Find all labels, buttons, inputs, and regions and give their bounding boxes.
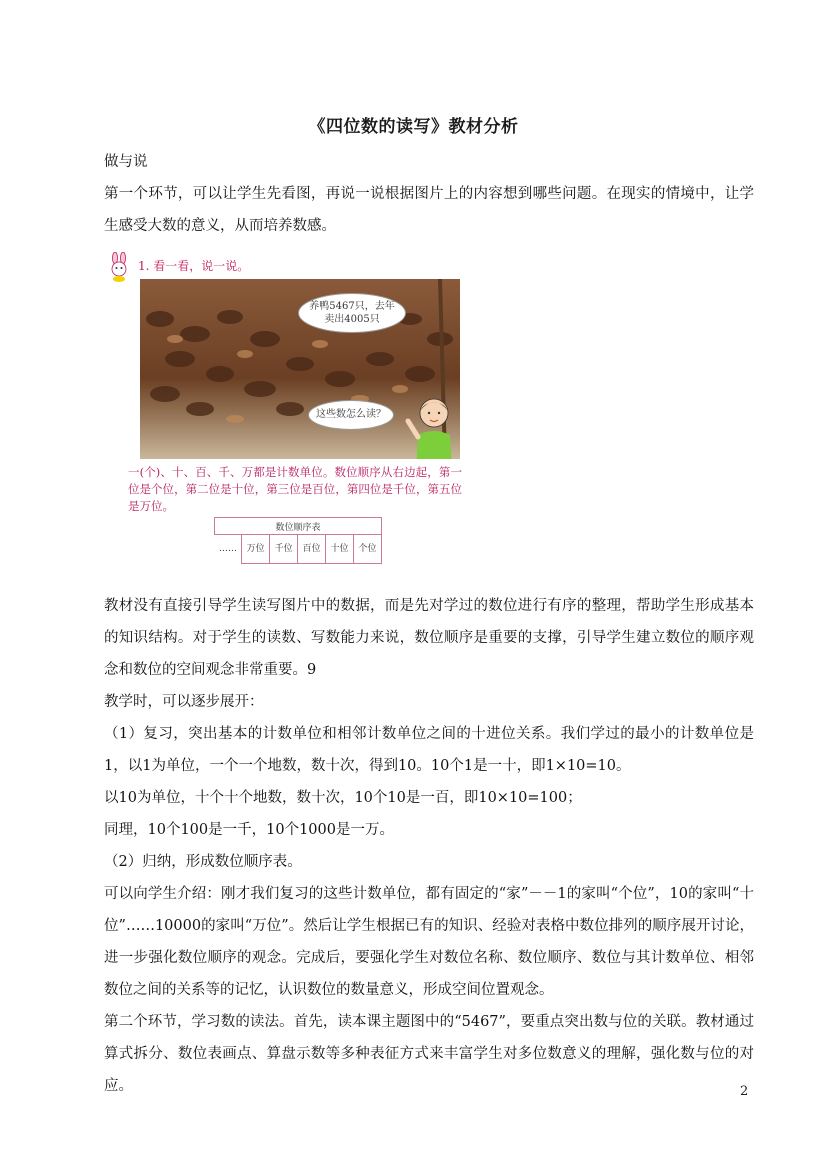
speech-bubble-question: 这些数怎么读？ <box>308 400 394 430</box>
paragraph-9: 第二个环节，学习数的读法。首先，读本课主题图中的“5467”，要重点突出数与位的关联。教材通过算式拆分、数位表画点、算盘示数等多种表征方式来丰富学生对多位数意义的理解，强化数与位的对应。 <box>104 1014 754 1094</box>
paragraph-8: 可以向学生介绍：刚才我们复习的这些计数单位，都有固定的“家”－－1的家叫“个位”，10的家叫“十位”……10000的家叫“万位”。然后让学生根据已有的知识、经验对表格中数位排列的顺序展开讨论，进一步强化数位顺序的观念。完成后，要强化学生对数位名称、数位顺序、数位与其计数单位、相邻数位之间的关系等的记忆，认识数位的数量意义，形成空间位置观念。 <box>104 886 754 998</box>
paragraph-2: 教材没有直接引导学生读写图片中的数据，而是先对学过的数位进行有序的整理，帮助学生形成基本的知识结构。对于学生的读数、写数能力来说，数位顺序是重要的支撑，引导学生建立数位的顺序观念和数位的空间观念非常重要。9 <box>104 598 754 678</box>
table-cell-hundreds: 百位 <box>298 535 326 564</box>
paragraph-1: 第一个环节，可以让学生先看图，再说一说根据图片上的内容想到哪些问题。在现实的情境中，让学生感受大数的意义，从而培养数感。 <box>104 186 754 234</box>
speech-bubble-duck-count <box>298 293 406 333</box>
table-row <box>215 535 382 564</box>
bunny-icon <box>106 252 134 282</box>
ducks-photo <box>140 279 460 459</box>
place-value-table <box>214 517 382 564</box>
page-title: 《四位数的读写》教材分析 <box>308 117 519 137</box>
table-cell-thousands: 千位 <box>270 535 298 564</box>
paragraph-4: （1）复习，突出基本的计数单位和相邻计数单位之间的十进位关系。我们学过的最小的计数单位是1，以1为单位，一个一个地数，数十次，得到10。10个1是一十，即1×10=10。 <box>104 726 754 774</box>
figure-heading: 1. 看一看，说一说。 <box>138 259 250 273</box>
paragraph-3: 教学时，可以逐步展开： <box>104 694 264 710</box>
page-number: 2 <box>740 1084 749 1099</box>
table-cell-ten-thousands: 万位 <box>242 535 270 564</box>
section-heading: 做与说 <box>104 154 148 170</box>
figure-header <box>104 252 464 280</box>
paragraph-7: （2）归纳，形成数位顺序表。 <box>104 854 302 870</box>
figure-explanation: 一(个)、十、百、千、万都是计数单位。数位顺序从右边起，第一位是个位，第二位是十位，第三位是百位，第四位是千位，第五位是万位。 <box>128 465 462 513</box>
table-cell-ones: 个位 <box>354 535 382 564</box>
table-cell-tens: 十位 <box>326 535 354 564</box>
paragraph-5: 以10为单位，十个十个地数，数十次，10个10是一百，即10×10=100； <box>104 790 582 806</box>
bubble-line-2: 卖出4005只 <box>324 314 380 325</box>
table-cell-ellipsis: …… <box>218 544 237 555</box>
paragraph-6: 同理，10个100是一千，10个1000是一万。 <box>104 822 394 838</box>
textbook-figure <box>104 252 464 574</box>
table-title: 数位顺序表 <box>215 518 382 535</box>
child-figure-icon <box>404 391 460 459</box>
bubble-line-1: 养鸭5467只，去年 <box>309 301 395 312</box>
